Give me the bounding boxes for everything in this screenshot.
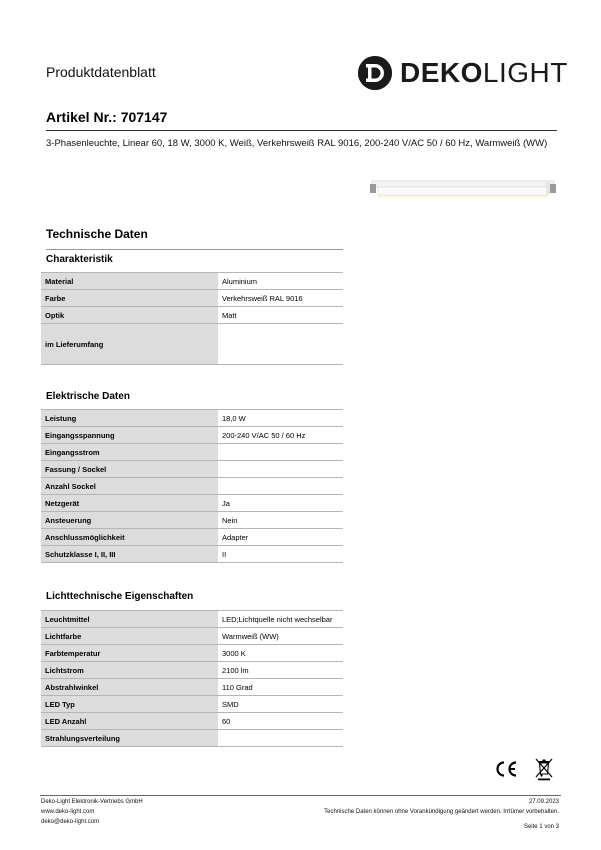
spec-value: 3000 K (218, 645, 343, 662)
table-row (41, 696, 343, 713)
spec-value: 200-240 V/AC 50 / 60 Hz (218, 427, 343, 444)
footer-divider (40, 795, 561, 796)
spec-table-elektrische-daten (41, 409, 343, 563)
spec-key: Lichtstrom (41, 662, 218, 679)
title-divider (46, 130, 557, 131)
spec-key: Anschlussmöglichkeit (41, 529, 218, 546)
spec-key: Material (41, 273, 218, 290)
table-row (41, 478, 343, 495)
table-row (41, 324, 343, 365)
table-row (41, 273, 343, 290)
spec-key: Eingangsstrom (41, 444, 218, 461)
spec-key: Anzahl Sockel (41, 478, 218, 495)
spec-value: SMD (218, 696, 343, 713)
spec-value: Matt (218, 307, 343, 324)
table-row (41, 495, 343, 512)
spec-key: LED Anzahl (41, 713, 218, 730)
spec-value: 2100 lm (218, 662, 343, 679)
spec-key: Netzgerät (41, 495, 218, 512)
product-image (370, 178, 556, 202)
section-divider (46, 249, 343, 250)
spec-key: Leistung (41, 410, 218, 427)
spec-key: Lichtfarbe (41, 628, 218, 645)
table-row (41, 461, 343, 478)
table-row (41, 713, 343, 730)
spec-key: Farbtemperatur (41, 645, 218, 662)
spec-key: Ansteuerung (41, 512, 218, 529)
spec-value: II (218, 546, 343, 563)
spec-value: 110 Grad (218, 679, 343, 696)
table-row (41, 410, 343, 427)
spec-value: 18,0 W (218, 410, 343, 427)
spec-key: Strahlungsverteilung (41, 730, 218, 747)
spec-key: Leuchtmittel (41, 611, 218, 628)
table-row (41, 628, 343, 645)
spec-value (218, 730, 343, 747)
spec-value (218, 444, 343, 461)
spec-value: Aluminium (218, 273, 343, 290)
technical-data-heading: Technische Daten (46, 227, 148, 241)
spec-key: Optik (41, 307, 218, 324)
spec-value: LED;Lichtquelle nicht wechselbar (218, 611, 343, 628)
table-row (41, 290, 343, 307)
spec-key: Abstrahlwinkel (41, 679, 218, 696)
footer-website-link[interactable]: www.deko-light.com (41, 809, 95, 815)
spec-key: Schutzklasse I, II, III (41, 546, 218, 563)
table-row (41, 512, 343, 529)
deko-light-logo (358, 56, 568, 90)
spec-value (218, 324, 343, 365)
footer-company: Deko-Light Elektronik-Vertriebs GmbH (41, 799, 143, 805)
group-title-elektrische-daten: Elektrische Daten (46, 391, 130, 402)
document-type: Produktdatenblatt (46, 64, 156, 80)
spec-key: LED Typ (41, 696, 218, 713)
table-row (41, 427, 343, 444)
spec-value (218, 478, 343, 495)
group-title-charakteristik: Charakteristik (46, 254, 113, 265)
table-row (41, 444, 343, 461)
footer-disclaimer: Technische Daten können ohne Vorankündigung geändert werden. Irrtümer vorbehalten. (324, 809, 559, 815)
article-description: 3-Phasenleuchte, Linear 60, 18 W, 3000 K, Weiß, Verkehrsweiß RAL 9016, 200-240 V/AC 50 / 60 Hz, Warmweiß (WW) (46, 138, 548, 149)
table-row (41, 679, 343, 696)
ce-mark-icon (494, 760, 518, 778)
group-title-lichttechnische-eigenschaften: Lichttechnische Eigenschaften (46, 591, 194, 602)
footer-date: 27.09.2023 (528, 799, 559, 805)
table-row (41, 730, 343, 747)
table-row (41, 546, 343, 563)
table-row (41, 662, 343, 679)
spec-value: Adapter (218, 529, 343, 546)
spec-key: Eingangsspannung (41, 427, 218, 444)
footer-email-link[interactable]: deko@deko-light.com (41, 819, 100, 825)
spec-table-lichttechnische-eigenschaften (41, 610, 343, 747)
page-number: Seite 1 von 3 (523, 824, 559, 830)
article-number-title: Artikel Nr.: 707147 (46, 109, 168, 125)
spec-value: Warmweiß (WW) (218, 628, 343, 645)
spec-value: Verkehrsweiß RAL 9016 (218, 290, 343, 307)
table-row (41, 645, 343, 662)
table-row (41, 611, 343, 628)
logo-wordmark: DEKOLIGHT (400, 57, 568, 88)
weee-crossed-bin-icon (535, 757, 553, 781)
spec-value: Ja (218, 495, 343, 512)
spec-value (218, 461, 343, 478)
spec-table-charakteristik (41, 272, 343, 365)
table-row (41, 307, 343, 324)
logo-d-icon (358, 56, 392, 90)
spec-value: 60 (218, 713, 343, 730)
spec-key: im Lieferumfang (41, 324, 218, 365)
spec-value: Nein (218, 512, 343, 529)
table-row (41, 529, 343, 546)
spec-key: Fassung / Sockel (41, 461, 218, 478)
spec-key: Farbe (41, 290, 218, 307)
